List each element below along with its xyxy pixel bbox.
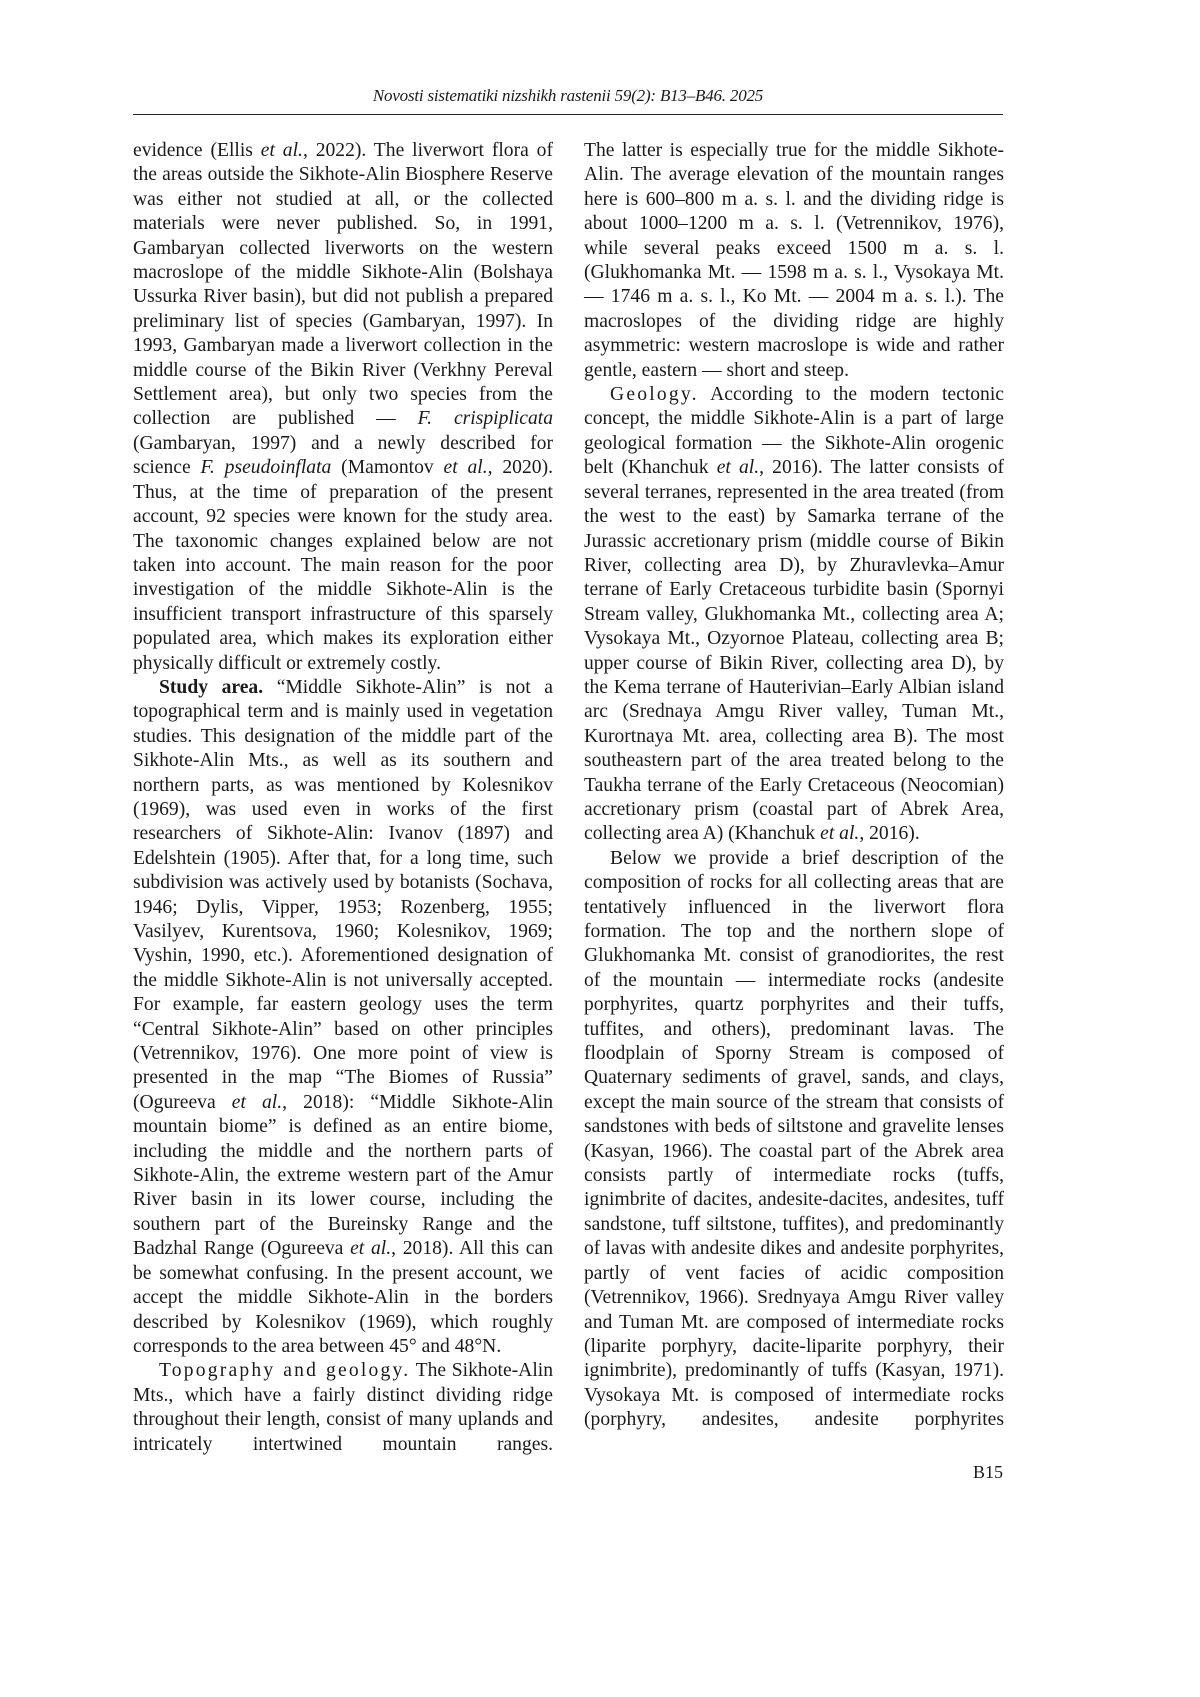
text-run: “Middle Sikhote-Alin” is not a topographical term and is mainly used in vegetation studies. This designation of the middle part of the Sikhote-Alin Mts., as well as its southern and northern parts, as was mentioned by Kolesnikov (1969), was used even in works of the first researchers of Sikhote-Alin: Ivanov (1897) and Edelshtein (1905). After that, for a long time, such subdivision was actively used by botanists (Sochava, 1946; Dylis, Vipper, 1953; Rozenberg, 1955; Vasilyev, Kurentsova, 1960; Kolesnikov, 1969; Vyshin, 1990, etc.). Aforementioned designation of the middle Sikhote-Alin is not universally accepted. For example, far eastern geology uses the term “Central Sikhote-Alin” based on other principles (Vetrennikov, 1976). One more point of view is presented in the map “The Biomes of Russia” (Ogureeva [133,676,553,1113]
italic-text: et al. [443,457,488,479]
text-run: , 2018): “Middle Sikhote-Alin mountain biome” is defined as an entire biome, including the middle and the northern parts of Sikhote-Alin, the extreme western part of the Amur River basin in its lower course, including the southern part of the Bureinsky Range and the Badzhal Range (Ogureeva [133,1091,553,1260]
text-run: , 2020). Thus, at the time of preparation of the present account, 92 species were known for the study area. The taxonomic changes explained below are not taken into account. The main reason for the poor investigation of the middle Sikhote-Alin is the insufficient transport infrastructure of this sparsely populated area, which makes its exploration either physically difficult or extremely costly. [133,457,553,674]
subsection-heading: Geology. [610,384,699,406]
left-column [133,139,553,1457]
text-run: , 2018). All this can be somewhat confusing. In the present account, we accept the middle Sikhote-Alin in the borders described by Kolesnikov (1969), which roughly corresponds to the area between 45° and 48°N. [133,1238,553,1357]
italic-text: et al. [231,1091,283,1113]
text-run: Below we provide a brief description of the composition of rocks for all collecting areas that are tentatively influenced in the liverwort flora formation. The top and the northern slope of Glukhomanka Mt. consist of granodiorites, the rest of the mountain — intermediate rocks (andesite porphyrites, quartz porphyrites and their tuffs, tuffites, and others), predominant lavas. The floodplain of Sporny Stream is composed of Quaternary sediments of gravel, sands, and clays, except the main source of the stream that consists of sandstones with beds of siltstone and gravelite lenses (Kasyan, 1966). The coastal part of the Abrek area consists partly of intermediate rocks (tuffs, ignimbrite of dacites, andesite-dacites, andesites, tuff sandstone, tuff siltstone, tuffites), and predominantly of lavas with andesite dikes and andesite porphyrites, partly of vent facies of acidic composition (Vetrennikov, 1966). Srednyaya Amgu River valley and Tuman Mt. are composed of intermediate rocks (liparite porphyry, dacite-liparite porphyry, their ignimbrite), predominantly of tuffs (Kasyan, 1971). Vysokaya Mt. is composed of intermediate rocks (porphyry, andesites, andesite porphyrites [584,847,1004,1431]
text-run: The latter is especially true for the middle Sikhote-Alin. The average elevation of the mountain ranges here is 600–800 m a. s. l. and the dividing ridge is about 1000–1200 m a. s. l. (Vetrennikov, 1976), while several peaks exceed 1500 m a. s. l. (Glukhomanka Mt. — 1598 m a. s. l., Vysokaya Mt. — 1746 m a. s. l., Ko Mt. — 2004 m a. s. l.). The macroslopes of the dividing ridge are highly asymmetric: western macroslope is wide and rather gentle, eastern — short and steep. [584,140,1004,381]
section-heading: Study area. [159,676,264,698]
right-column [584,139,1004,1433]
paragraph [584,383,1004,847]
paragraph [584,139,1004,383]
paragraph [133,676,553,1359]
paragraph [133,139,553,676]
text-run: , 2022). The liverwort flora of the areas outside the Sikhote-Alin Biosphere Reserve was either not studied at all, or the collected materials were never published. So, in 1991, Gambaryan collected liverworts on the western macroslope of the middle Sikhote-Alin (Bolshaya Ussurka River basin), but did not publish a prepared preliminary list of species (Gambaryan, 1997). In 1993, Gambaryan made a liverwort collection in the middle course of the Bikin River (Verkhny Pereval Settlement area), but only two species from the collection are published — [133,140,553,430]
text-run: (Gambaryan, 1997) and a newly described for science [133,432,553,479]
running-header: Novosti sistematiki nizshikh rastenii 59(2): B13–B46. 2025 [372,86,764,105]
italic-text: F. crispiplicata [417,408,553,430]
text-run: , 2016). The latter consists of several terranes, represented in the area treated (from the west to the east) by Samarka terrane of the Jurassic accretionary prism (middle course of Bikin River, collecting area D), by Zhuravlevka–Amur terrane of Early Cretaceous turbidite basin (Spornyi Stream valley, Glukhomanka Mt., collecting area A; Vysokaya Mt., Ozyornoe Plateau, collecting area B; upper course of Bikin River, collecting area D), by the Kema terrane of Hauterivian–Early Albian island arc (Srednaya Amgu River valley, Tuman Mt., Kurortnaya Mt. area, collecting area B). The most southeastern part of the area treated belong to the Taukha terrane of the Early Cretaceous (Neocomian) accretionary prism (coastal part of Abrek Area, collecting area A) (Khanchuk [584,457,1005,845]
paragraph [584,847,1004,1433]
text-run: , 2016). [859,823,920,845]
text-run: According to the modern tectonic concept, the middle Sikhote-Alin is a part of large geological formation — the Sikhote-Alin orogenic belt (Khanchuk [584,384,1004,479]
page-number: B15 [972,1462,1003,1482]
italic-text: et al. [716,457,760,479]
italic-text: F. pseudoinflata [200,457,332,479]
italic-text: et al. [260,140,303,161]
text-run: (Mamontov [331,457,444,479]
subsection-heading: Topography and geology. [159,1360,411,1382]
paragraph [133,1359,553,1457]
header-rule [133,114,1003,115]
italic-text: et al. [820,823,860,845]
italic-text: et al. [350,1238,392,1260]
text-run: evidence (Ellis [133,140,261,161]
text-run: The Sikhote-Alin Mts., which have a fairly distinct dividing ridge throughout their length, consist of many uplands and intricately intertwined mountain ranges. [133,1360,554,1455]
